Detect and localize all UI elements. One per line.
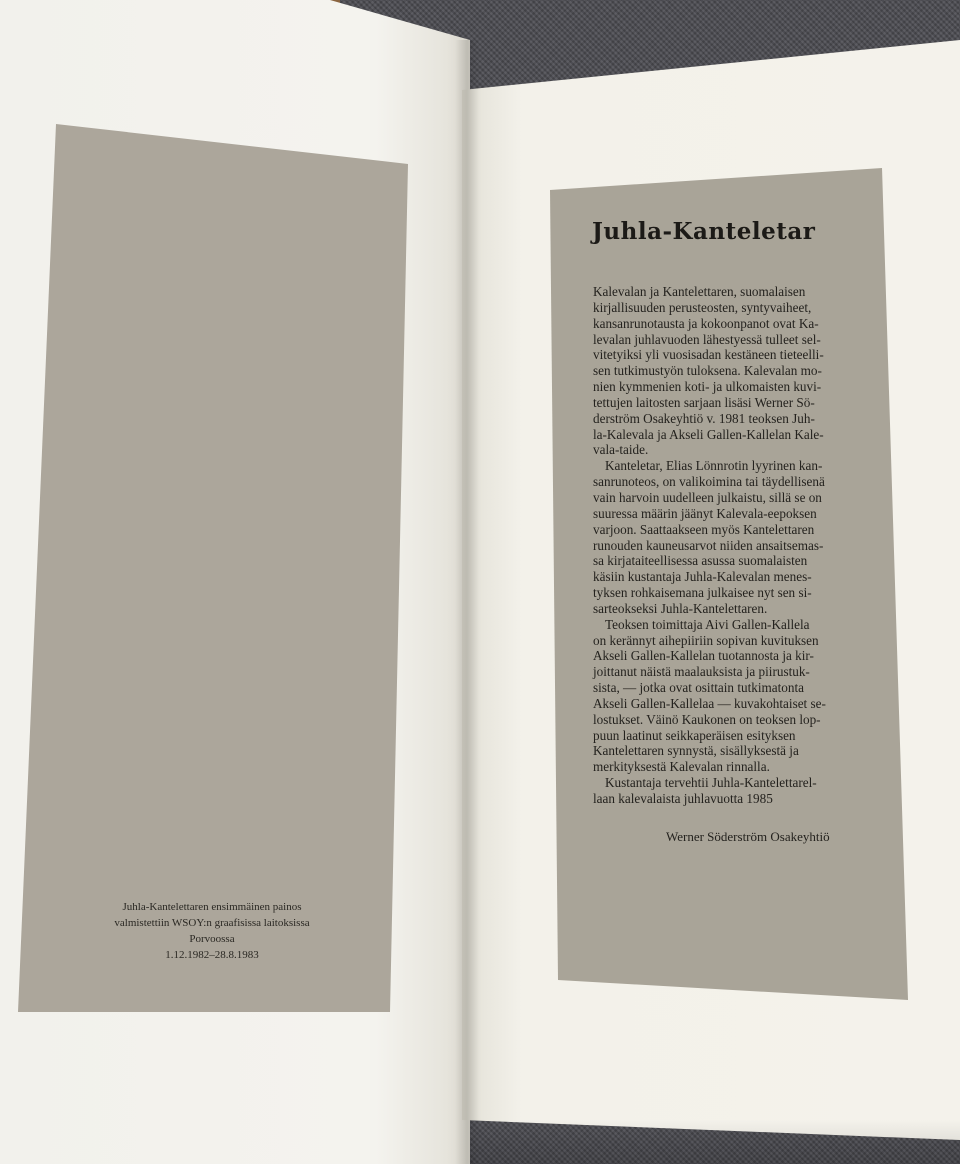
body-line: vain harvoin uudelleen julkaistu, sillä se on [593, 489, 822, 505]
body-line: Kanteletar, Elias Lönnrotin lyyrinen kan- [605, 458, 823, 474]
body-line: sanrunoteos, on valikoimina tai täydellisenä [593, 474, 825, 490]
body-line: Akseli Gallen-Kallelan tuotannosta ja kir- [593, 648, 814, 664]
body-line: sa kirjataiteellisessa asussa suomalaisten [593, 553, 808, 569]
body-line: varjoon. Saattaakseen myös Kantelettaren [593, 521, 815, 537]
body-line: merkityksestä Kalevalan rinnalla. [593, 759, 770, 775]
page-shadow [470, 1120, 960, 1164]
body-line: on kerännyt aihepiiriin sopivan kuvituksen [593, 632, 819, 648]
body-line: Kantelettaren synnystä, sisällyksestä ja [593, 743, 799, 759]
body-line: lostukset. Väinö Kaukonen on teoksen lop- [593, 711, 821, 727]
body-line: kansanrunotausta ja kokoonpanot ovat Ka- [593, 315, 819, 331]
body-line: la-Kalevala ja Akseli Gallen-Kallelan Kale- [593, 426, 824, 442]
book-title: Juhla-Kanteletar [592, 218, 816, 245]
body-line: sista, — jotka ovat osittain tutkimatonta [593, 680, 804, 696]
body-line: kirjallisuuden perusteosten, syntyvaiheet, [593, 299, 812, 315]
body-line: runouden kauneusarvot niiden ansaitsemas- [593, 537, 824, 553]
colophon-line: Porvoossa [189, 933, 235, 945]
body-line: Kalevalan ja Kantelettaren, suomalaisen [593, 284, 806, 299]
body-line: sarteokseksi Juhla-Kantelettaren. [593, 600, 768, 616]
body-line: puun laatinut seikkaperäisen esityksen [593, 727, 796, 743]
body-line: levalan juhlavuoden lähestyessä tulleet sel- [593, 331, 821, 347]
description-text [593, 284, 863, 807]
colophon [62, 899, 362, 963]
body-line: tyksen rohkaisemana julkaisee nyt sen si- [593, 585, 812, 601]
colophon-line: valmistettiin WSOY:n graafisissa laitoksissa [114, 917, 310, 929]
book-spine [455, 40, 479, 1164]
colophon-line: Juhla-Kantelettaren ensimmäinen painos [122, 901, 302, 913]
body-line: Teoksen toimittaja Aivi Gallen-Kallela [605, 616, 810, 632]
publisher-signature: Werner Söderström Osakeyhtiö [666, 829, 830, 844]
body-line: vitetyiksi yli vuosisadan kestäneen tieteelli- [593, 347, 824, 363]
body-line: nien kymmenien koti- ja ulkomaisten kuvi- [593, 379, 822, 395]
body-line: joittanut näistä maalauksista ja piirustuk- [593, 664, 810, 680]
body-line: sen tutkimustyön tuloksena. Kalevalan mo- [593, 363, 822, 379]
colophon-line: 1.12.1982–28.8.1983 [165, 949, 259, 961]
body-line: tettujen laitosten sarjaan lisäsi Werner Sö- [593, 394, 815, 410]
left-grey-panel [18, 124, 408, 1012]
body-line: laan kalevalaista juhlavuotta 1985 [593, 791, 773, 806]
body-line: käsiin kustantaja Juhla-Kalevalan menes- [593, 569, 812, 585]
body-line: vala-taide. [593, 442, 649, 458]
body-line: Kustantaja tervehtii Juhla-Kantelettarel- [605, 775, 817, 791]
body-line: suuressa määrin jäänyt Kalevala-eepoksen [593, 505, 817, 521]
body-line: Akseli Gallen-Kallelaa — kuvakohtaiset se- [593, 695, 826, 711]
body-line: derström Osakeyhtiö v. 1981 teoksen Juh- [593, 410, 815, 426]
